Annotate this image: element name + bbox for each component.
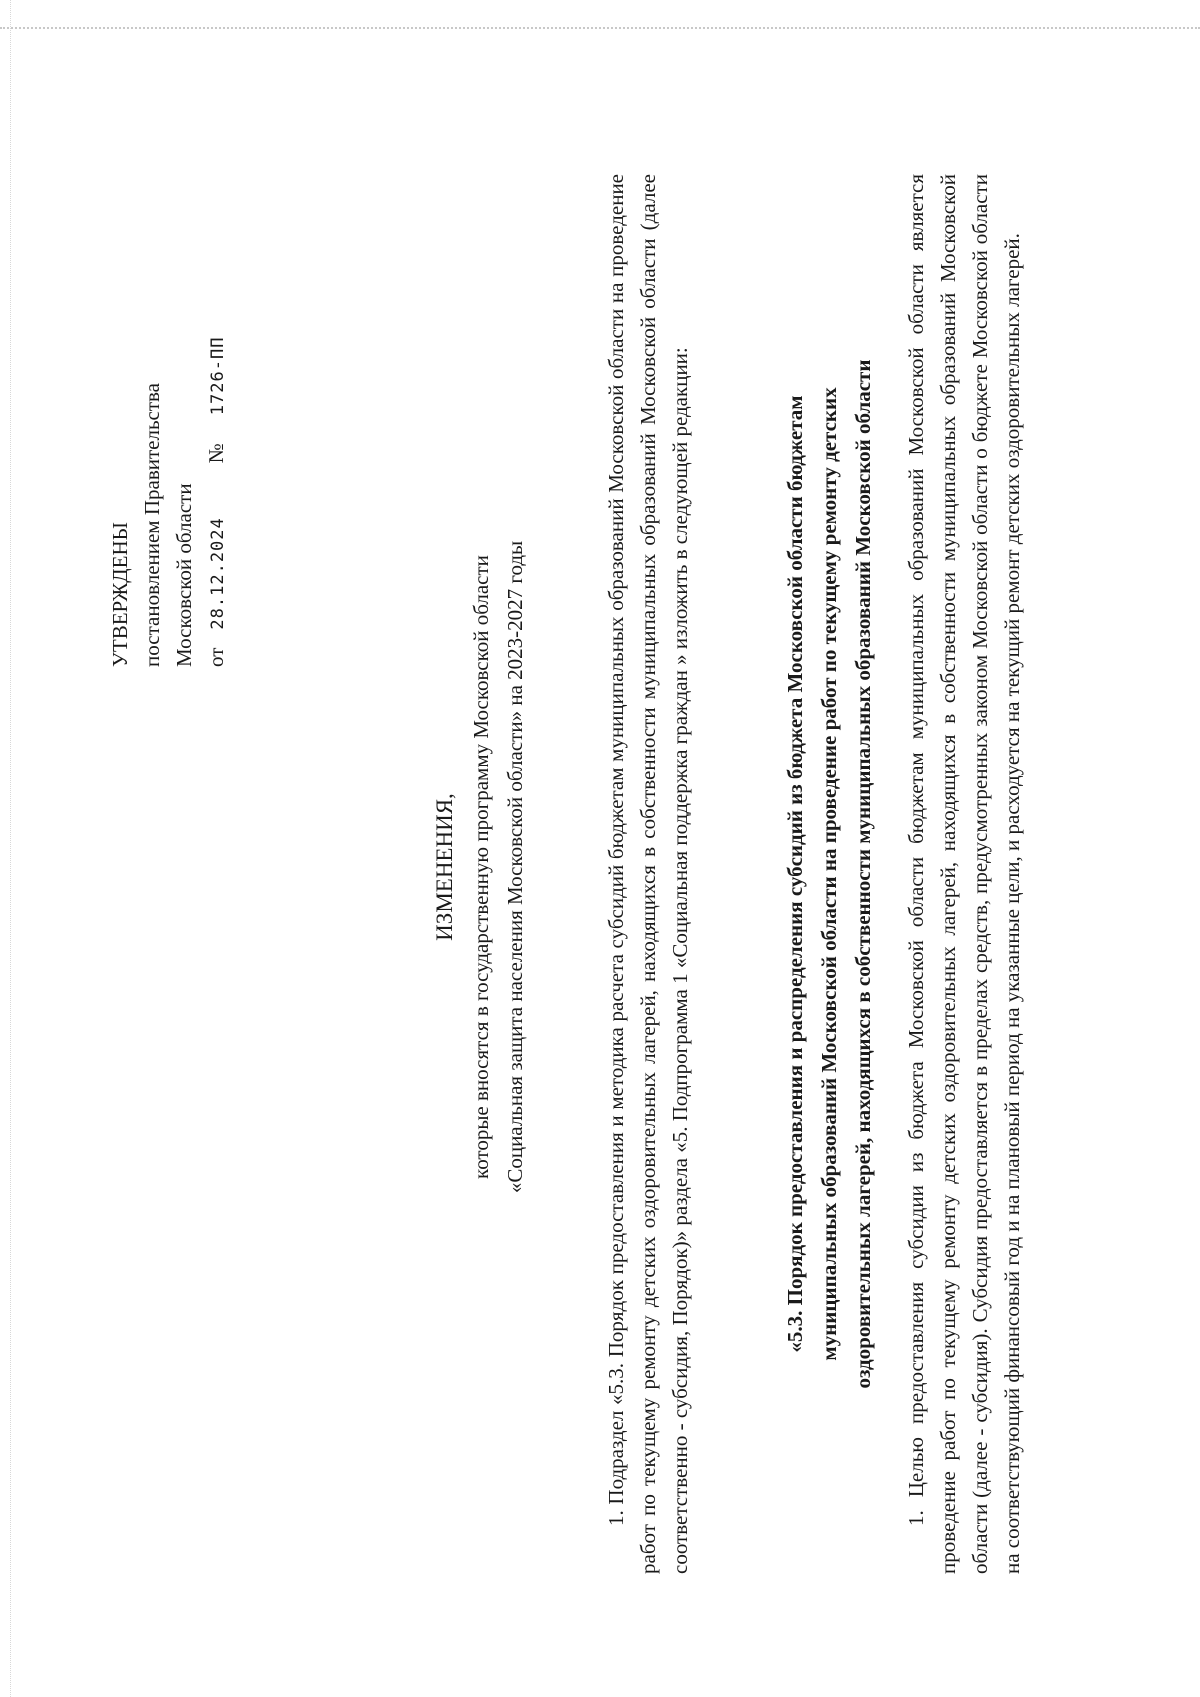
scan-edge-artifact-right — [0, 26, 1200, 29]
approval-number-label: № — [204, 443, 228, 464]
section-title-line2: муниципальных образований Московской области на проведение работ по текущему ремонту детских — [817, 387, 841, 1361]
document-title-block — [428, 167, 532, 1567]
approval-from-label: от — [204, 647, 228, 667]
section-title-line1: «5.3. Порядок предоставления и распределения субсидий из бюджета Московской области бюджетам — [783, 395, 807, 1353]
paragraph-1 — [600, 174, 696, 1574]
section-title-line3: оздоровительных лагерей, находящихся в собственности муниципальных образований Московской области — [851, 359, 875, 1389]
document-subtitle-line1: которые вносятся в государственную программу Московской области — [469, 555, 493, 1179]
approval-region: Московской области — [172, 483, 196, 667]
approval-date-number-line — [200, 337, 234, 667]
approval-number: 1726-ПП — [208, 336, 228, 416]
approval-authority: постановлением Правительства — [140, 382, 164, 667]
approval-title: УТВЕРЖДЕНЫ — [108, 522, 132, 667]
document-subtitle-line2: «Социальная защита населения Московской области» на 2023-2027 годы — [503, 540, 527, 1194]
paragraph-2 — [900, 174, 1028, 1574]
scan-edge-artifact — [10, 0, 12, 1697]
paragraph-2-text: 1. Целью предоставления субсидии из бюджета Московской области бюджетам муниципальных образований Московской области является проведение работ по текущему ремонту детских оздоровительных лагерей, находящихся в собственности муниципальных образований Московской области (далее - субсидия). Субсидия предоставляется в пределах средств, предусмотренных законом Московской области о бюджете Московской области на соответствующий финансовый год и на плановый период на указанные цели, и расходуется на текущий ремонт детских оздоровительных лагерей. — [904, 174, 1024, 1574]
section-title — [778, 174, 880, 1574]
approval-stamp-block — [104, 337, 234, 667]
approval-date: 28.12.2024 — [208, 517, 228, 630]
paragraph-1-text: 1. Подраздел «5.3. Порядок предоставления и методика расчета субсидий бюджетам муниципальных образований Московской области на проведение работ по текущему ремонту детских оздоровительных лагерей, находящихся в собственности муниципальных образований Московской области (далее соответственно - субсидия, Порядок)» раздела «5. Подпрограмма 1 «Социальная поддержка граждан » изложить в следующей редакции: — [604, 174, 692, 1574]
document-heading: ИЗМЕНЕНИЯ, — [432, 793, 457, 941]
